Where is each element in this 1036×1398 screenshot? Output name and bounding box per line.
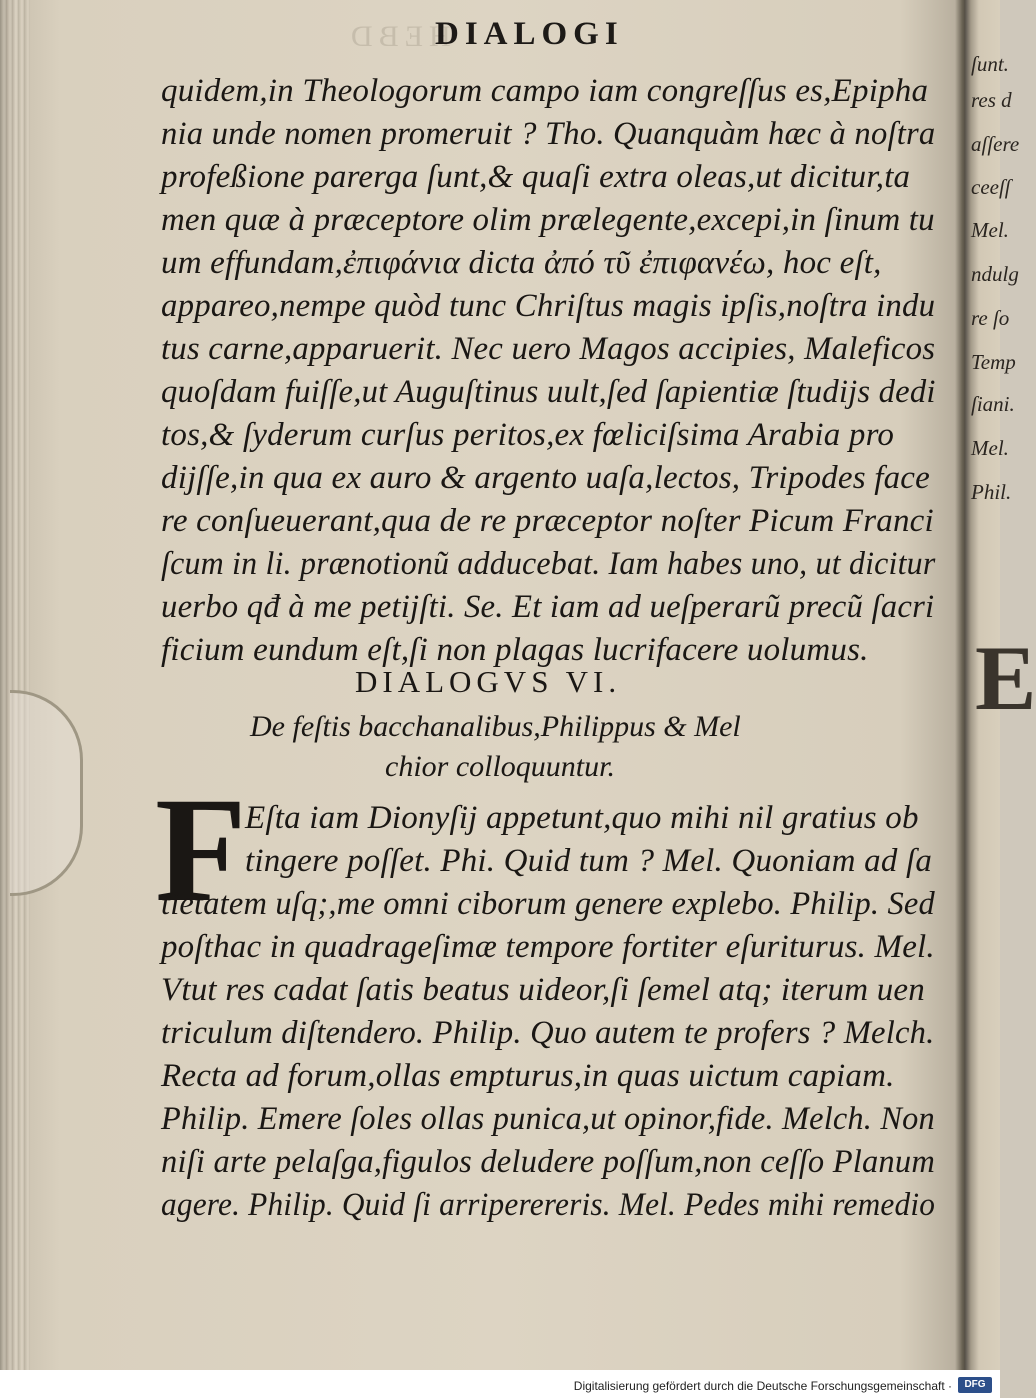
text-line: niſi arte pelaſga,figulos deludere poſſum,non ceſſo Planum [161, 1144, 935, 1180]
text-line: poſthac in quadrageſimæ tempore fortiter eſuriturus. Mel. [161, 929, 935, 965]
book-edge [0, 0, 30, 1370]
facing-fragment: Phil. [971, 480, 1012, 504]
running-head: DIALOGI [435, 16, 624, 52]
text-line: quoſdam fuiſſe,ut Auguſtinus uult,ſed ſapientiæ ſtudijs dedi [161, 374, 936, 410]
text-line: uerbo qđ à me petijſti. Se. Et iam ad ueſperarũ precũ ſacri [161, 589, 935, 625]
funding-notice: Digitalisierung gefördert durch die Deutsche Forschungsgemeinschaft · [573, 1379, 952, 1393]
facing-initial: E [975, 627, 1036, 729]
text-line: agere. Philip. Quid ſi arriperereris. Mel. Pedes mihi remedio [161, 1187, 936, 1223]
text-line: triculum diſtendero. Philip. Quo autem te profers ? Melch. [161, 1015, 935, 1051]
text-line: re conſueuerant,qua de re præceptor noſter Picum Franci [161, 503, 934, 539]
text-line: um effundam,ἐπιφάνια dicta ἀπό τῦ ἐπιφανέω, hoc eſt, [161, 245, 882, 281]
text-line: profeßione parerga ſunt,& quaſi extra oleas,ut dicitur,ta [161, 159, 911, 195]
text-line: tus carne,apparuerit. Nec uero Magos accipies, Maleficos [161, 331, 936, 367]
book-page [95, 0, 955, 1370]
dialogue-title: DIALOGVS VI. [355, 664, 622, 699]
text-line: Philip. Emere ſoles ollas punica,ut opinor,fide. Melch. Non [161, 1101, 935, 1137]
facing-fragment: ſiani. [971, 392, 1015, 416]
text-line: tos,& ſyderum curſus peritos,ex fœliciſsima Arabia pro [161, 417, 895, 453]
dialogue-subtitle: chior colloquuntur. [385, 750, 615, 783]
facing-fragment: Temp [971, 350, 1016, 374]
facing-fragment: re ſo [971, 306, 1010, 330]
facing-fragment: ſunt. [971, 52, 1009, 76]
dialogue-subtitle: De feſtis bacchanalibus,Philippus & Mel [250, 710, 741, 743]
text-line: ficium eundum eſt,ſi non plagas lucrifacere uolumus. [161, 632, 869, 668]
text-line: tingere poſſet. Phi. Quid tum ? Mel. Quoniam ad ſa [245, 843, 933, 879]
facing-fragment: ceeſſ [971, 175, 1011, 199]
text-line: nia unde nomen promeruit ? Tho. Quanquàm hæc à noſtra [161, 116, 936, 152]
facing-page-edge [965, 0, 1036, 1370]
drop-cap-initial: F [155, 767, 247, 933]
dfg-logo-icon: DFG [958, 1377, 992, 1393]
facing-fragment: aſſere [971, 132, 1020, 156]
text-line: Recta ad forum,ollas empturus,in quas uictum capiam. [161, 1058, 895, 1094]
text-line: appareo,nempe quòd tunc Chriſtus magis ipſis,noſtra indu [161, 288, 936, 324]
show-through-text: HEBD [345, 20, 451, 53]
facing-fragment: ndulg [971, 262, 1019, 286]
facing-fragment: Mel. [971, 436, 1009, 460]
text-line: tietatem uſq;,me omni ciborum genere explebo. Philip. Sed [161, 886, 935, 922]
text-line: ſcum in li. prænotionũ adducebat. Iam habes uno, ut dicitur [161, 546, 936, 582]
text-line: Vtut res cadat ſatis beatus uideor,ſi ſemel atq; iterum uen [161, 972, 925, 1008]
facing-fragment: Mel. [971, 218, 1009, 242]
text-line: dijſſe,in qua ex auro & argento uaſa,lectos, Tripodes face [161, 460, 930, 496]
text-line: Eſta iam Dionyſij appetunt,quo mihi nil gratius ob [245, 800, 919, 836]
text-line: men quæ à præceptore olim prælegente,excepi,in ſinum tu [161, 202, 935, 238]
facing-fragment: res d [971, 88, 1012, 112]
text-line: quidem,in Theologorum campo iam congreſſus es,Epipha [161, 73, 929, 109]
